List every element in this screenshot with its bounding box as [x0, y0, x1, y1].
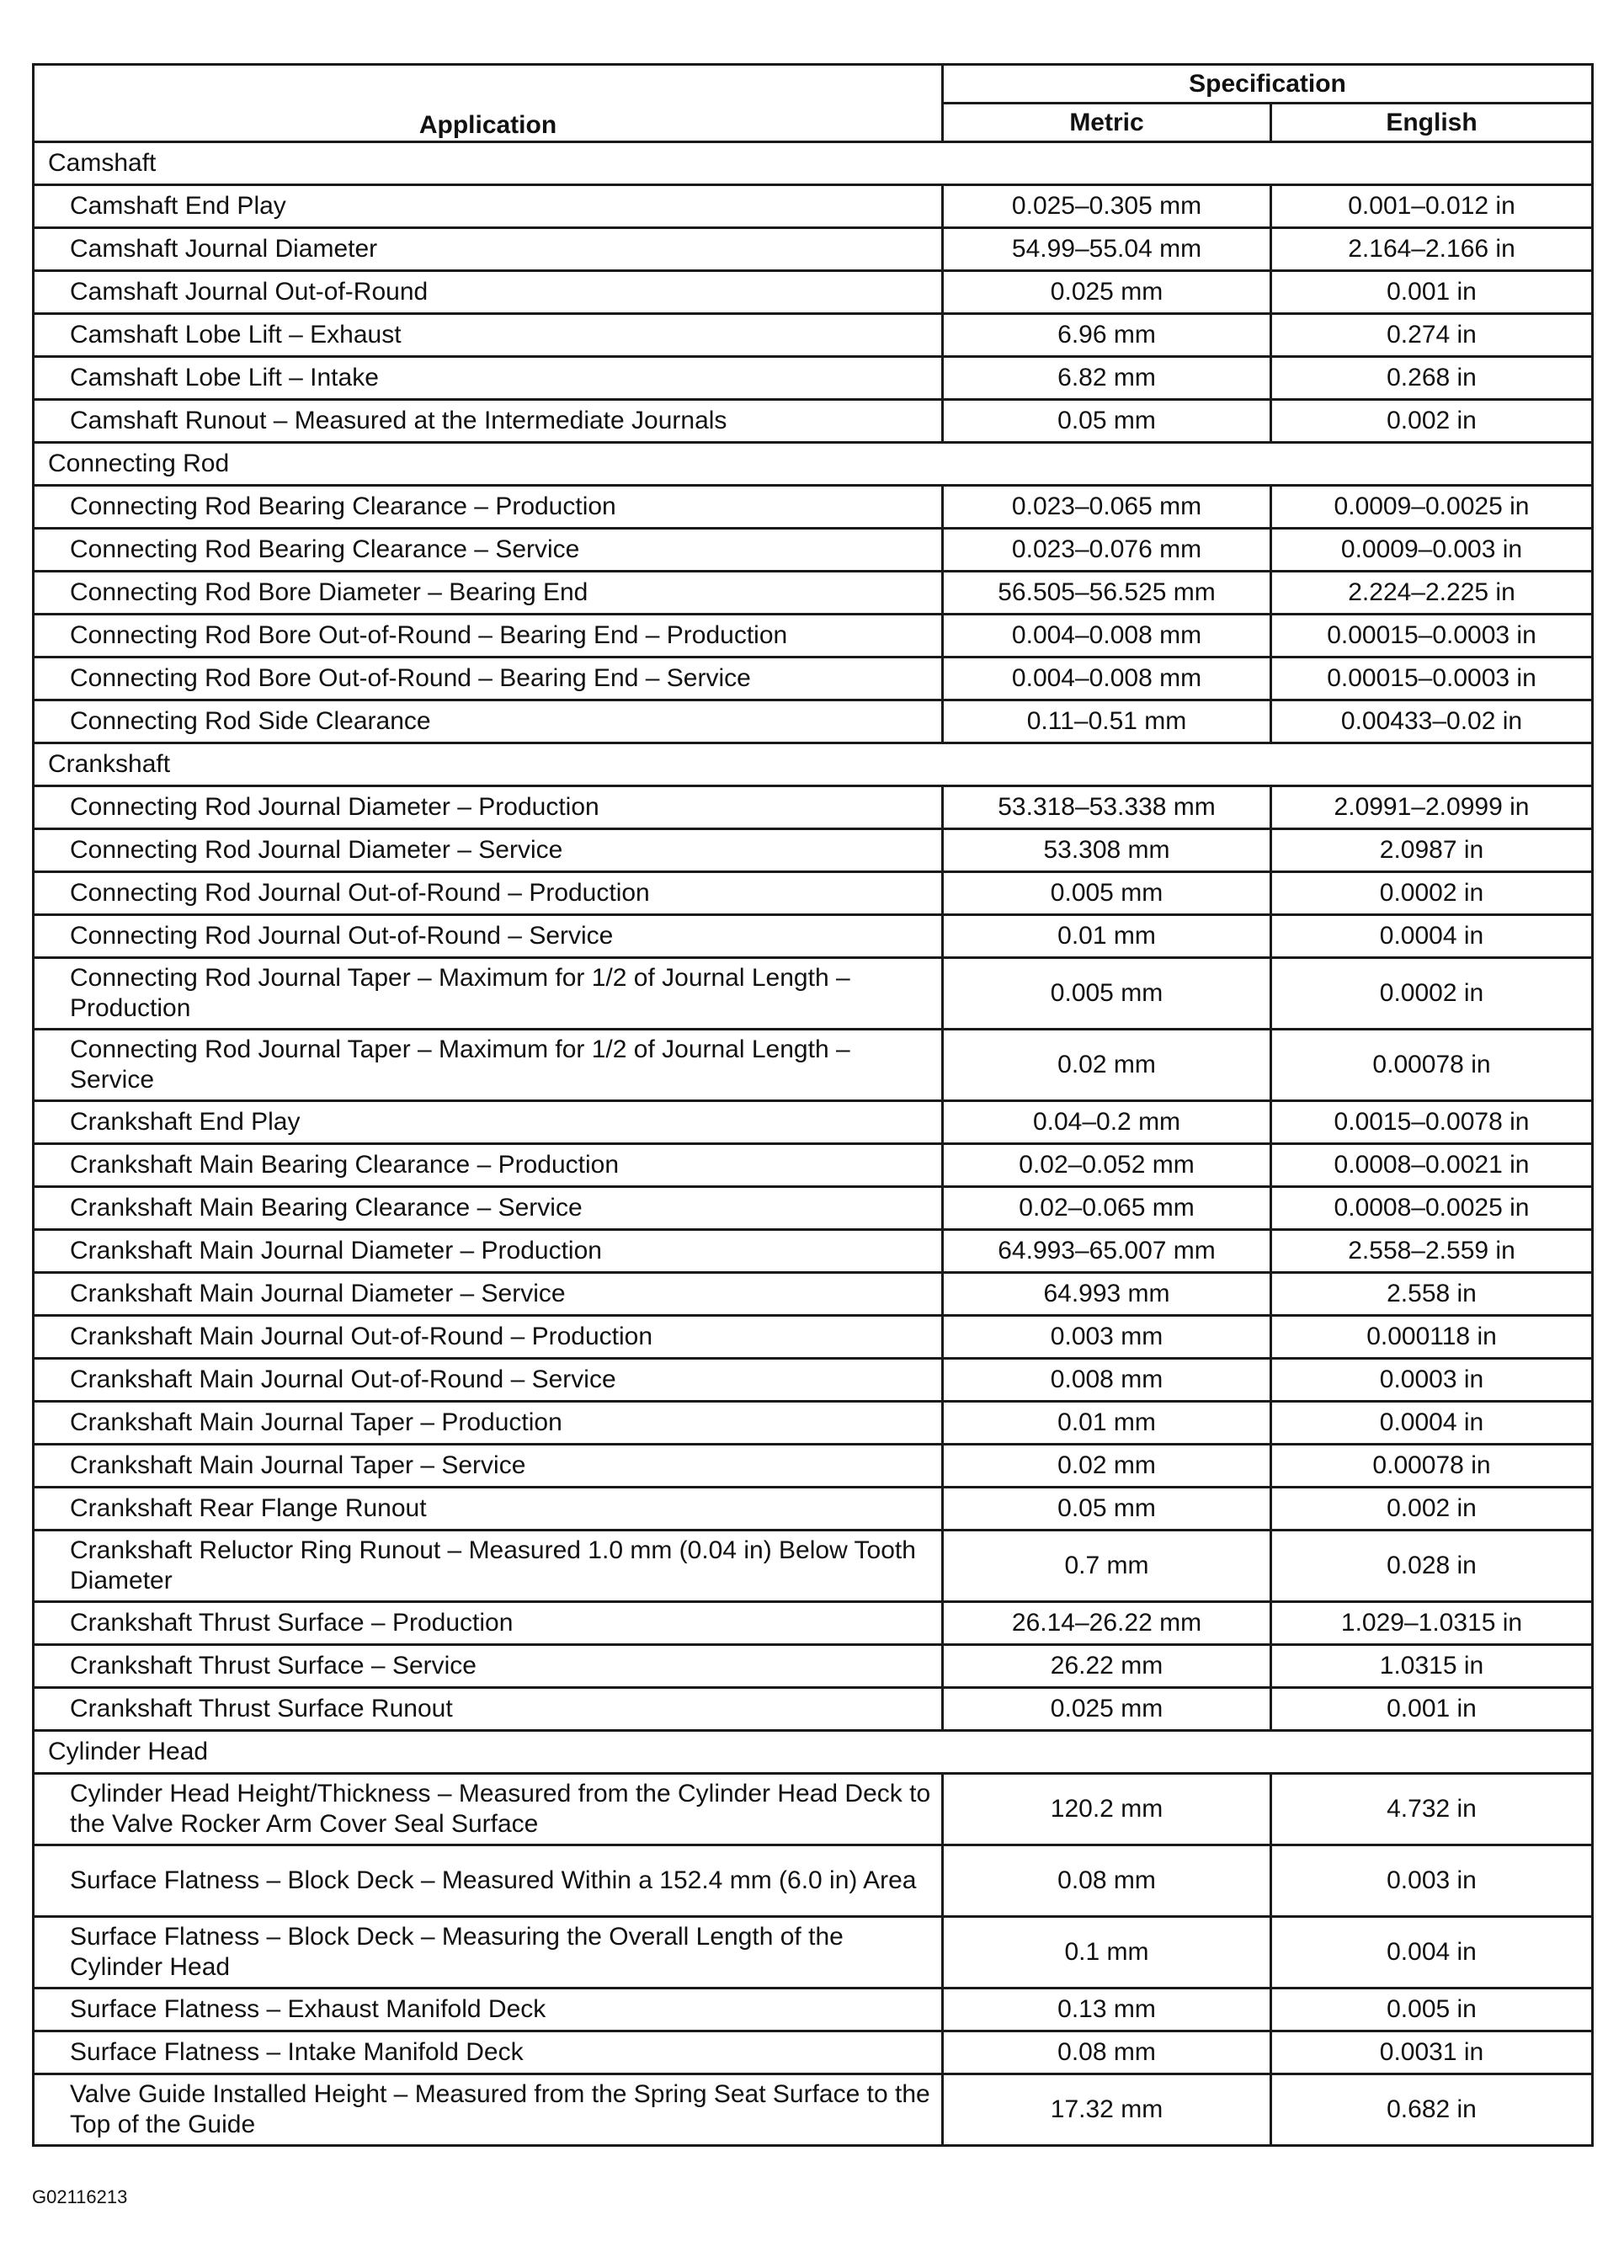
english-cell: 2.0991–2.0999 in — [1271, 786, 1593, 829]
table-row — [34, 1917, 1593, 1988]
application-cell: Camshaft Runout – Measured at the Intermediate Journals — [34, 400, 943, 443]
table-row — [34, 228, 1593, 271]
section-row — [34, 142, 1593, 185]
metric-cell: 54.99–55.04 mm — [943, 228, 1271, 271]
english-cell: 0.002 in — [1271, 1488, 1593, 1531]
english-cell: 0.001–0.012 in — [1271, 185, 1593, 228]
section-row — [34, 1731, 1593, 1774]
application-cell: Surface Flatness – Block Deck – Measuring the Overall Length of the Cylinder Head — [34, 1917, 943, 1988]
metric-cell: 0.025 mm — [943, 1688, 1271, 1731]
metric-cell: 0.05 mm — [943, 1488, 1271, 1531]
application-cell: Connecting Rod Journal Out-of-Round – Service — [34, 915, 943, 958]
section-title: Crankshaft — [34, 743, 1593, 786]
metric-cell: 0.023–0.076 mm — [943, 529, 1271, 572]
metric-header: Metric — [943, 104, 1271, 142]
english-cell: 0.001 in — [1271, 1688, 1593, 1731]
table-row — [34, 658, 1593, 700]
application-cell: Crankshaft Main Journal Out-of-Round – Service — [34, 1359, 943, 1402]
english-header: English — [1271, 104, 1593, 142]
application-cell: Crankshaft Main Bearing Clearance – Production — [34, 1144, 943, 1187]
table-row — [34, 872, 1593, 915]
metric-cell: 53.318–53.338 mm — [943, 786, 1271, 829]
application-cell: Connecting Rod Bearing Clearance – Production — [34, 486, 943, 529]
application-cell: Connecting Rod Journal Taper – Maximum for 1/2 of Journal Length – Production — [34, 958, 943, 1030]
application-cell: Connecting Rod Journal Out-of-Round – Production — [34, 872, 943, 915]
english-cell: 0.0008–0.0025 in — [1271, 1187, 1593, 1230]
english-cell: 0.00078 in — [1271, 1445, 1593, 1488]
metric-cell: 0.1 mm — [943, 1917, 1271, 1988]
table-row — [34, 958, 1593, 1030]
application-cell: Crankshaft Main Bearing Clearance – Service — [34, 1187, 943, 1230]
table-header — [34, 65, 1593, 142]
table-row — [34, 1774, 1593, 1845]
english-cell: 0.0009–0.003 in — [1271, 529, 1593, 572]
english-cell: 0.00015–0.0003 in — [1271, 615, 1593, 658]
application-cell: Connecting Rod Bore Out-of-Round – Bearing End – Service — [34, 658, 943, 700]
table-row — [34, 915, 1593, 958]
table-row — [34, 271, 1593, 314]
table-row — [34, 1445, 1593, 1488]
application-header: Application — [34, 65, 943, 142]
table-row — [34, 1144, 1593, 1187]
metric-cell: 6.82 mm — [943, 357, 1271, 400]
application-cell: Connecting Rod Bore Out-of-Round – Bearing End – Production — [34, 615, 943, 658]
metric-cell: 26.22 mm — [943, 1645, 1271, 1688]
metric-cell: 0.023–0.065 mm — [943, 486, 1271, 529]
section-title: Connecting Rod — [34, 443, 1593, 486]
table-row — [34, 1187, 1593, 1230]
table-row — [34, 1273, 1593, 1316]
metric-cell: 0.02–0.052 mm — [943, 1144, 1271, 1187]
application-cell: Connecting Rod Bearing Clearance – Service — [34, 529, 943, 572]
metric-cell: 64.993–65.007 mm — [943, 1230, 1271, 1273]
table-row — [34, 357, 1593, 400]
application-cell: Surface Flatness – Block Deck – Measured Within a 152.4 mm (6.0 in) Area — [34, 1845, 943, 1917]
application-cell: Cylinder Head Height/Thickness – Measured from the Cylinder Head Deck to the Valve Rocker Arm Cover Seal Surface — [34, 1774, 943, 1845]
english-cell: 2.224–2.225 in — [1271, 572, 1593, 615]
english-cell: 1.029–1.0315 in — [1271, 1602, 1593, 1645]
application-cell: Crankshaft Main Journal Out-of-Round – Production — [34, 1316, 943, 1359]
table-row — [34, 486, 1593, 529]
application-cell: Surface Flatness – Exhaust Manifold Deck — [34, 1988, 943, 2031]
english-cell: 0.0004 in — [1271, 915, 1593, 958]
application-cell: Camshaft Journal Out-of-Round — [34, 271, 943, 314]
table-row — [34, 615, 1593, 658]
metric-cell: 0.004–0.008 mm — [943, 615, 1271, 658]
english-cell: 0.005 in — [1271, 1988, 1593, 2031]
table-row — [34, 1230, 1593, 1273]
section-title: Cylinder Head — [34, 1731, 1593, 1774]
application-cell: Crankshaft Rear Flange Runout — [34, 1488, 943, 1531]
metric-cell: 0.01 mm — [943, 915, 1271, 958]
table-row — [34, 1030, 1593, 1101]
metric-cell: 0.01 mm — [943, 1402, 1271, 1445]
metric-cell: 0.005 mm — [943, 958, 1271, 1030]
application-cell: Connecting Rod Journal Diameter – Service — [34, 829, 943, 872]
metric-cell: 120.2 mm — [943, 1774, 1271, 1845]
english-cell: 0.0015–0.0078 in — [1271, 1101, 1593, 1144]
application-cell: Camshaft Lobe Lift – Exhaust — [34, 314, 943, 357]
table-row — [34, 1316, 1593, 1359]
metric-cell: 0.02–0.065 mm — [943, 1187, 1271, 1230]
application-cell: Camshaft End Play — [34, 185, 943, 228]
table-row — [34, 1488, 1593, 1531]
table-row — [34, 185, 1593, 228]
metric-cell: 0.008 mm — [943, 1359, 1271, 1402]
application-cell: Connecting Rod Journal Taper – Maximum for 1/2 of Journal Length – Service — [34, 1030, 943, 1101]
metric-cell: 0.005 mm — [943, 872, 1271, 915]
table-row — [34, 529, 1593, 572]
english-cell: 2.558 in — [1271, 1273, 1593, 1316]
table-row — [34, 1101, 1593, 1144]
metric-cell: 0.003 mm — [943, 1316, 1271, 1359]
table-row — [34, 1602, 1593, 1645]
table-row — [34, 829, 1593, 872]
application-cell: Connecting Rod Journal Diameter – Production — [34, 786, 943, 829]
table-row — [34, 1688, 1593, 1731]
table-row — [34, 786, 1593, 829]
english-cell: 0.000118 in — [1271, 1316, 1593, 1359]
table-row — [34, 1988, 1593, 2031]
english-cell: 0.0003 in — [1271, 1359, 1593, 1402]
english-cell: 0.268 in — [1271, 357, 1593, 400]
english-cell: 2.164–2.166 in — [1271, 228, 1593, 271]
metric-cell: 0.04–0.2 mm — [943, 1101, 1271, 1144]
english-cell: 0.0004 in — [1271, 1402, 1593, 1445]
metric-cell: 0.004–0.008 mm — [943, 658, 1271, 700]
table-row — [34, 1531, 1593, 1602]
metric-cell: 0.13 mm — [943, 1988, 1271, 2031]
application-cell: Connecting Rod Bore Diameter – Bearing End — [34, 572, 943, 615]
metric-cell: 0.11–0.51 mm — [943, 700, 1271, 743]
specification-table — [32, 63, 1594, 2147]
specification-header: Specification — [943, 65, 1593, 104]
application-cell: Crankshaft Thrust Surface – Production — [34, 1602, 943, 1645]
table-body — [34, 142, 1593, 2146]
metric-cell: 0.025–0.305 mm — [943, 185, 1271, 228]
english-cell: 0.001 in — [1271, 271, 1593, 314]
english-cell: 0.274 in — [1271, 314, 1593, 357]
english-cell: 2.558–2.559 in — [1271, 1230, 1593, 1273]
english-cell: 0.00015–0.0003 in — [1271, 658, 1593, 700]
english-cell: 0.028 in — [1271, 1531, 1593, 1602]
english-cell: 0.0008–0.0021 in — [1271, 1144, 1593, 1187]
application-cell: Crankshaft Main Journal Taper – Production — [34, 1402, 943, 1445]
table-row — [34, 2074, 1593, 2146]
metric-cell: 0.02 mm — [943, 1030, 1271, 1101]
section-row — [34, 443, 1593, 486]
application-cell: Crankshaft Thrust Surface – Service — [34, 1645, 943, 1688]
table-row — [34, 400, 1593, 443]
application-cell: Connecting Rod Side Clearance — [34, 700, 943, 743]
english-cell: 1.0315 in — [1271, 1645, 1593, 1688]
table-row — [34, 1845, 1593, 1917]
metric-cell: 6.96 mm — [943, 314, 1271, 357]
english-cell: 0.004 in — [1271, 1917, 1593, 1988]
application-cell: Crankshaft Main Journal Diameter – Service — [34, 1273, 943, 1316]
table-row — [34, 1359, 1593, 1402]
metric-cell: 0.05 mm — [943, 400, 1271, 443]
english-cell: 0.00433–0.02 in — [1271, 700, 1593, 743]
application-cell: Crankshaft Main Journal Taper – Service — [34, 1445, 943, 1488]
metric-cell: 0.025 mm — [943, 271, 1271, 314]
metric-cell: 53.308 mm — [943, 829, 1271, 872]
english-cell: 0.0009–0.0025 in — [1271, 486, 1593, 529]
figure-id: G02116213 — [32, 2186, 128, 2207]
application-cell: Camshaft Journal Diameter — [34, 228, 943, 271]
application-cell: Crankshaft End Play — [34, 1101, 943, 1144]
application-cell: Crankshaft Reluctor Ring Runout – Measured 1.0 mm (0.04 in) Below Tooth Diameter — [34, 1531, 943, 1602]
english-cell: 0.0002 in — [1271, 872, 1593, 915]
table-row — [34, 314, 1593, 357]
english-cell: 0.0002 in — [1271, 958, 1593, 1030]
english-cell: 0.0031 in — [1271, 2031, 1593, 2074]
english-cell: 0.682 in — [1271, 2074, 1593, 2146]
application-cell: Crankshaft Main Journal Diameter – Production — [34, 1230, 943, 1273]
table-row — [34, 2031, 1593, 2074]
metric-cell: 0.02 mm — [943, 1445, 1271, 1488]
metric-cell: 64.993 mm — [943, 1273, 1271, 1316]
table-row — [34, 1645, 1593, 1688]
metric-cell: 56.505–56.525 mm — [943, 572, 1271, 615]
metric-cell: 17.32 mm — [943, 2074, 1271, 2146]
metric-cell: 26.14–26.22 mm — [943, 1602, 1271, 1645]
english-cell: 0.00078 in — [1271, 1030, 1593, 1101]
metric-cell: 0.08 mm — [943, 2031, 1271, 2074]
table-row — [34, 572, 1593, 615]
application-cell: Crankshaft Thrust Surface Runout — [34, 1688, 943, 1731]
english-cell: 0.003 in — [1271, 1845, 1593, 1917]
application-cell: Valve Guide Installed Height – Measured from the Spring Seat Surface to the Top of the Guide — [34, 2074, 943, 2146]
metric-cell: 0.08 mm — [943, 1845, 1271, 1917]
application-cell: Surface Flatness – Intake Manifold Deck — [34, 2031, 943, 2074]
section-title: Camshaft — [34, 142, 1593, 185]
english-cell: 2.0987 in — [1271, 829, 1593, 872]
application-cell: Camshaft Lobe Lift – Intake — [34, 357, 943, 400]
english-cell: 0.002 in — [1271, 400, 1593, 443]
section-row — [34, 743, 1593, 786]
english-cell: 4.732 in — [1271, 1774, 1593, 1845]
metric-cell: 0.7 mm — [943, 1531, 1271, 1602]
table-row — [34, 700, 1593, 743]
table-row — [34, 1402, 1593, 1445]
